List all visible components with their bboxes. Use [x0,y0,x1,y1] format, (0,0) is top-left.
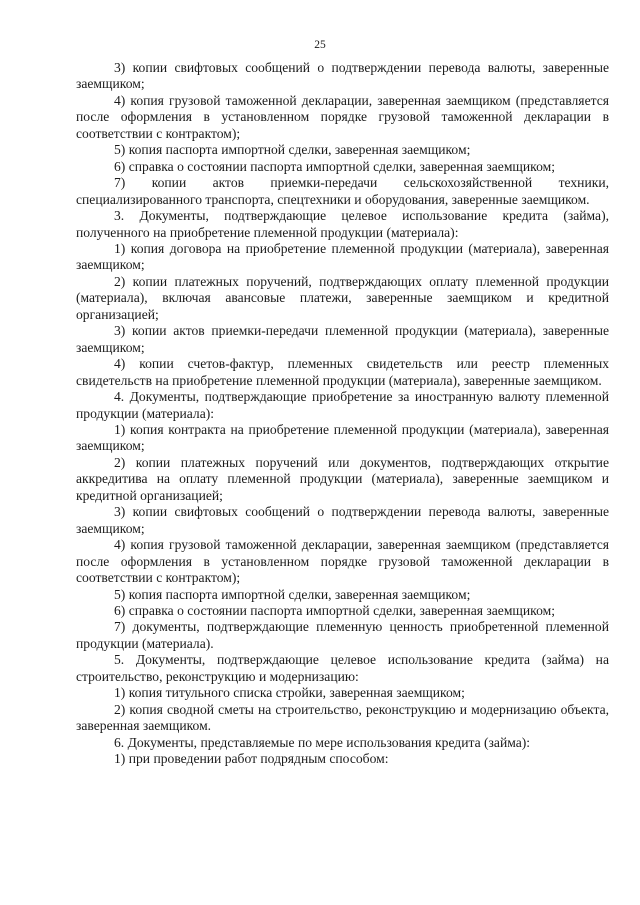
paragraph: 6) справка о состоянии паспорта импортной сделки, заверенная заемщиком; [114,158,555,174]
section-heading-paragraph: 4. Документы, подтверждающие приобретение за иностранную валюту племенной продукции (материала): [76,389,609,421]
paragraph: 2) копии платежных поручений или документов, подтверждающих открытие аккредитива на оплату племенной продукции (материала), заверенные заемщиком и кредитной организацией; [76,454,609,503]
paragraph: 1) копия титульного списка стройки, заверенная заемщиком; [114,685,465,701]
paragraph: 4) копия грузовой таможенной декларации, заверенная заемщиком (представляется после оформления в установленном порядке грузовой таможенной декларации в соответствии с контрактом); [76,537,609,586]
section-heading-paragraph: 3. Документы, подтверждающие целевое использование кредита (займа), полученного на приобретение племенной продукции (материала): [76,208,609,240]
paragraph: 3) копии свифтовых сообщений о подтверждении перевода валюты, заверенные заемщиком; [76,504,609,536]
paragraph: 3) копии актов приемки-передачи племенной продукции (материала), заверенные заемщиком; [76,323,609,355]
paragraph: 5) копия паспорта импортной сделки, заверенная заемщиком; [114,142,471,158]
paragraph: 1) копия контракта на приобретение племенной продукции (материала), заверенная заемщиком; [76,421,609,454]
paragraph: 7) копии актов приемки-передачи сельскохозяйственной техники, специализированного транспорта, спецтехники и оборудования, заверенные заемщиком. [76,175,609,207]
page-number: 25 [314,39,326,51]
paragraph: 5) копия паспорта импортной сделки, заверенная заемщиком; [114,586,471,602]
paragraph: 1) копия договора на приобретение племенной продукции (материала), заверенная заемщиком; [76,240,609,273]
section-heading-paragraph: 6. Документы, представляемые по мере использования кредита (займа): [114,734,531,750]
paragraph: 2) копия сводной сметы на строительство, реконструкцию и модернизацию объекта, заверенная заемщиком. [76,701,609,734]
paragraph: 3) копии свифтовых сообщений о подтверждении перевода валюты, заверенные заемщиком; [76,60,609,92]
paragraph: 7) документы, подтверждающие племенную ценность приобретенной племенной продукции (материала). [76,619,609,651]
paragraph: 1) при проведении работ подрядным способом: [114,751,389,767]
document-body [76,60,609,767]
paragraph: 6) справка о состоянии паспорта импортной сделки, заверенная заемщиком; [114,602,555,618]
paragraph: 4) копии счетов-фактур, племенных свидетельств или реестр племенных свидетельств на приобретение племенной продукции (материала), заверенные заемщиком. [76,356,609,388]
paragraph: 4) копия грузовой таможенной декларации, заверенная заемщиком (представляется после оформления в установленном порядке грузовой таможенной декларации в соответствии с контрактом); [76,92,609,141]
section-heading-paragraph: 5. Документы, подтверждающие целевое использование кредита (займа) на строительство, реконструкцию и модернизацию: [76,652,609,684]
paragraph: 2) копии платежных поручений, подтверждающих оплату племенной продукции (материала), включая авансовые платежи, заверенные заемщиком и кредитной организацией; [76,273,609,322]
